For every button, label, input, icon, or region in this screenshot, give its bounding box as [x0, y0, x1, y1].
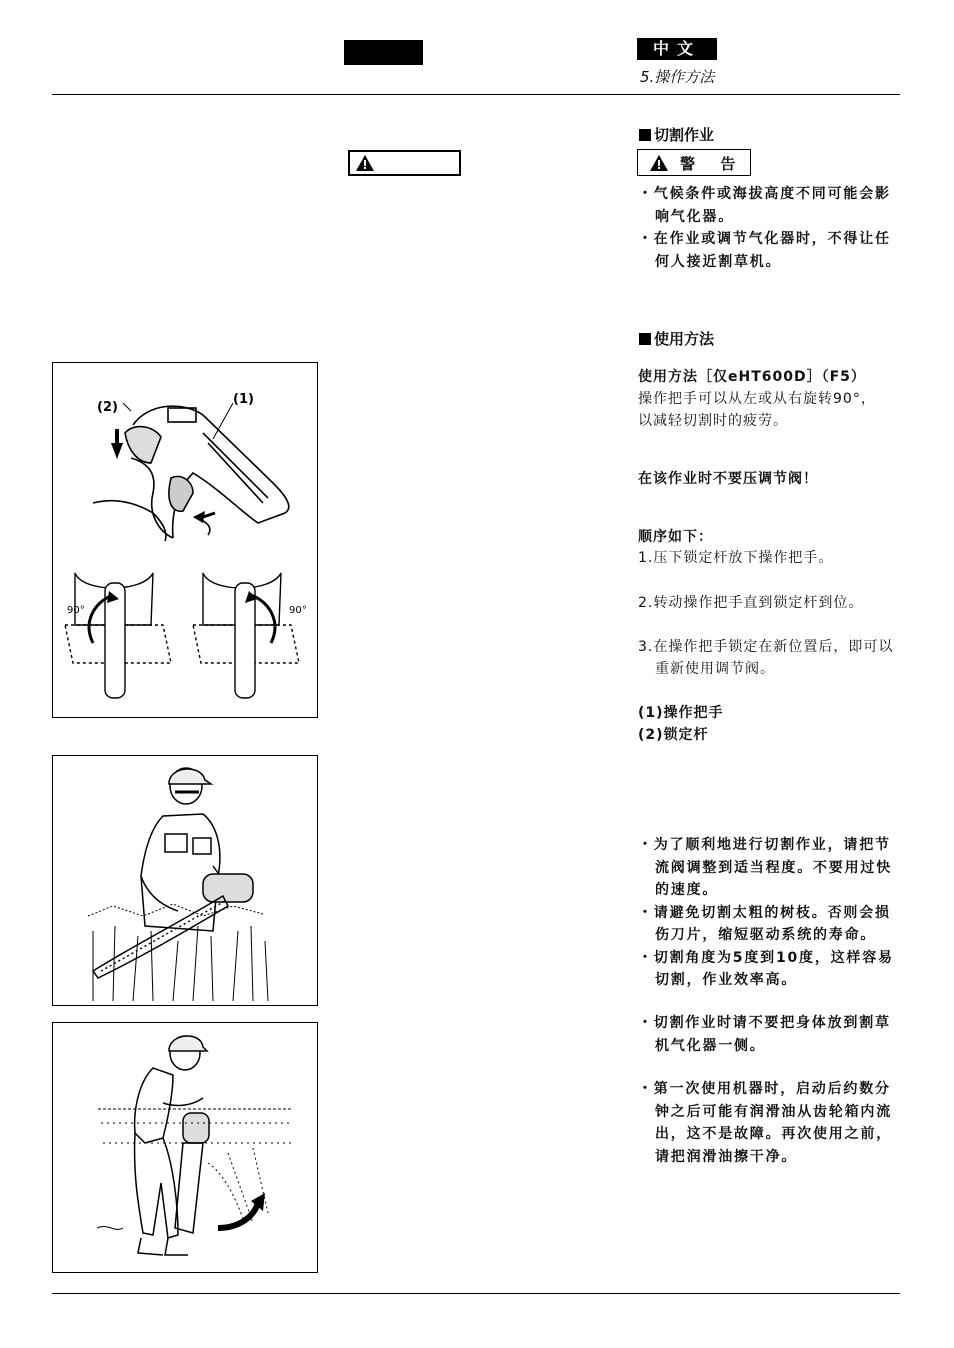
section-reference: 5.操作方法: [640, 68, 715, 86]
usage-note: 在该作业时不要压调节阀！: [638, 471, 818, 487]
vertical-trimming-illustration: [53, 1023, 317, 1272]
left-warning-box: [348, 150, 461, 176]
footer-rule: [52, 1293, 900, 1294]
tip-first-use: ・第一次使用机器时，启动后约数分钟之后可能有润滑油从齿轮箱内流出，这不是故障。再次使用之前，请把润滑油擦干净。: [638, 1081, 892, 1165]
angle-right-label: 90°: [289, 605, 307, 616]
part-label: (2)锁定杆: [638, 727, 709, 743]
step-item: 2.转动操作把手直到锁定杆到位。: [638, 595, 864, 611]
figure-horizontal-trimming: [52, 755, 318, 1006]
cutting-tips: [638, 834, 900, 992]
warning-item: ・气候条件或海拔高度不同可能会影响气化器。: [638, 186, 891, 225]
figure-vertical-trimming: [52, 1022, 318, 1273]
tip-item: ・请避免切割太粗的树枝。否则会损伤刀片，缩短驱动系统的寿命。: [638, 904, 891, 943]
warning-label: 警 告: [680, 155, 746, 173]
header-rule: [52, 94, 900, 95]
part-label: (1)操作把手: [638, 705, 724, 721]
step-item: 1.压下锁定杆放下操作把手。: [638, 550, 834, 566]
warning-triangle-icon: [356, 155, 374, 171]
tip-item: ・切割角度为5度到10度，这样容易切割，作业效率高。: [638, 949, 894, 988]
header-black-tab: [344, 40, 423, 65]
warning-box: [637, 149, 751, 176]
square-bullet-icon: [639, 129, 651, 141]
callout-2: (2): [97, 400, 118, 415]
usage-intro-line: 以减轻切割时的疲劳。: [638, 413, 788, 429]
usage-intro-line: 操作把手可以从左或从右旋转90°，: [638, 391, 876, 407]
tip-body-position: ・切割作业时请不要把身体放到割草机气化器一侧。: [638, 1015, 891, 1054]
usage-intro-title: 使用方法［仅eHT600D］（F5）: [638, 369, 866, 385]
handle-rotation-illustration: [53, 363, 317, 717]
usage-heading: 使用方法: [639, 328, 714, 349]
warning-triangle-icon: [650, 155, 668, 171]
cutting-heading: 切割作业: [639, 124, 714, 145]
horizontal-trimming-illustration: [53, 756, 317, 1005]
square-bullet-icon: [639, 333, 651, 345]
warning-item: ・在作业或调节气化器时，不得让任何人接近割草机。: [638, 231, 891, 270]
angle-left-label: 90°: [67, 605, 85, 616]
cutting-warnings: [638, 183, 900, 273]
tip-item: ・为了顺利地进行切割作业，请把节流阀调整到适当程度。不要用过快的速度。: [638, 837, 892, 898]
figure-handle-rotation: [52, 362, 318, 718]
callout-1: (1): [233, 392, 254, 407]
language-tab: 中文: [637, 38, 717, 60]
usage-intro: [638, 366, 908, 432]
steps-title: 顺序如下：: [638, 529, 713, 545]
step-item: 3.在操作把手锁定在新位置后，即可以重新使用调节阀。: [638, 639, 894, 677]
